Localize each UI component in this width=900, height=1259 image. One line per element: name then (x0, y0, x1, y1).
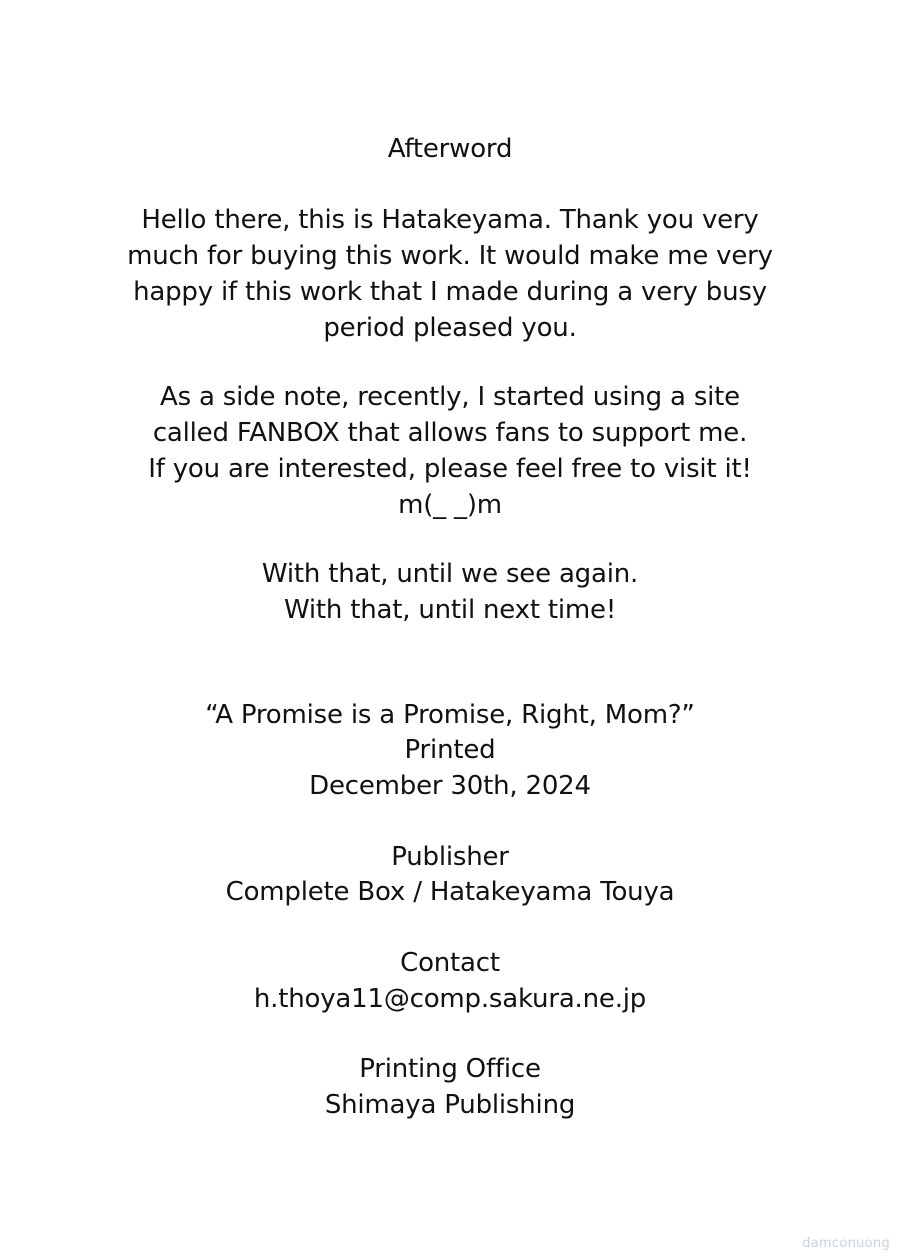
work-title: “A Promise is a Promise, Right, Mom?” (205, 700, 695, 730)
paragraph1-line4: period pleased you. (323, 313, 577, 343)
paragraph3-line1: With that, until we see again. (261, 559, 639, 589)
watermark-text: damconuong (802, 1236, 890, 1251)
paragraph2-line1: As a side note, recently, I started using a site (160, 382, 740, 412)
paragraph2-line2: called FANBOX that allows fans to support me. (152, 418, 748, 448)
contact-label: Contact (400, 948, 500, 978)
printing-office-label: Printing Office (359, 1054, 541, 1084)
paragraph3-line2: With that, until next time! (283, 595, 617, 625)
printed-label: Printed (404, 735, 496, 765)
paragraph2-line4: m(_ _)m (398, 490, 502, 520)
paragraph2-line3: If you are interested, please feel free to visit it! (148, 454, 752, 484)
publisher-label: Publisher (391, 842, 509, 872)
printing-office-value: Shimaya Publishing (324, 1090, 576, 1120)
afterword-heading: Afterword (387, 134, 513, 164)
printed-date: December 30th, 2024 (309, 771, 591, 801)
paragraph1-line2: much for buying this work. It would make me very (127, 241, 773, 271)
paragraph1-line3: happy if this work that I made during a very busy (133, 277, 767, 307)
publisher-value: Complete Box / Hatakeyama Touya (225, 877, 675, 907)
paragraph1-line1: Hello there, this is Hatakeyama. Thank you very (141, 205, 759, 235)
contact-value: h.thoya11@comp.sakura.ne.jp (253, 984, 647, 1014)
